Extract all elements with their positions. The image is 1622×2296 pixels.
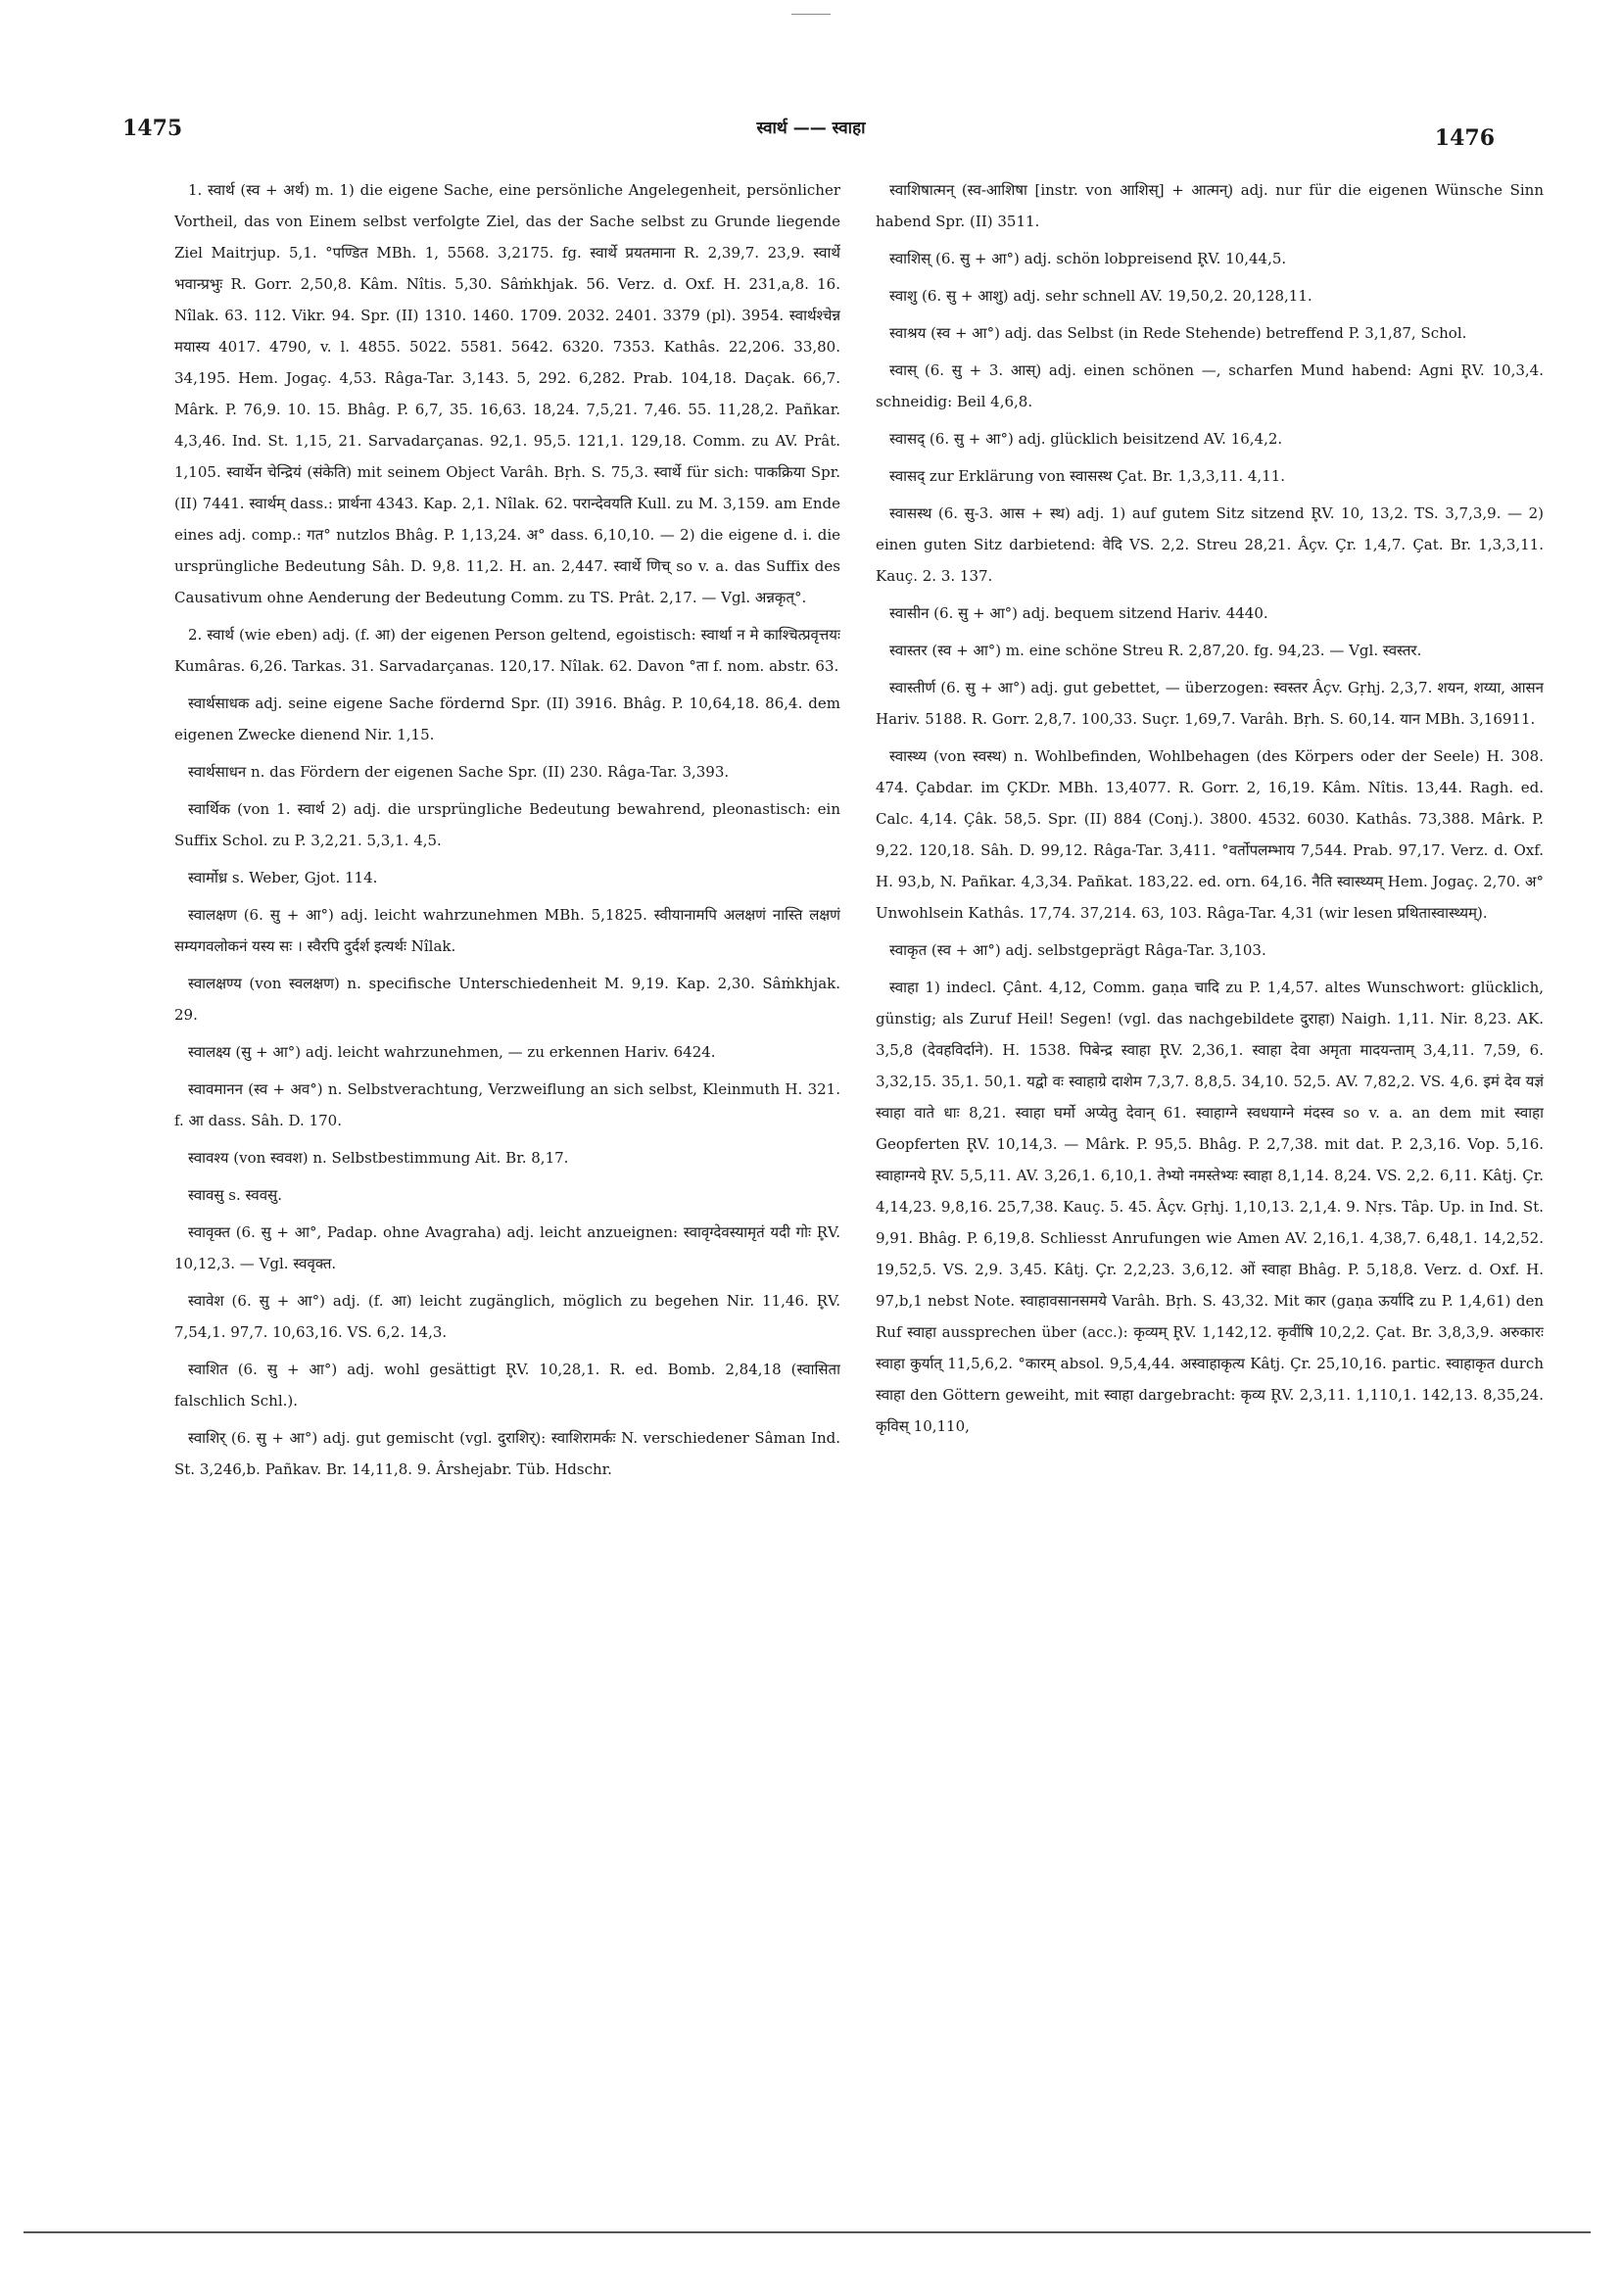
dict-entry: स्वालक्ष्य (सु + आ°) adj. leicht wahrzunehmen, — zu erkennen Hariv. 6424. <box>188 1043 716 1061</box>
dict-entry: स्वाशिर् (6. सु + आ°) adj. gut gemischt (vgl. दुराशिर्): स्वाशिरामर्कः N. verschiedener Sâman Ind. St. 3,246,b. Pañkav. Br. 14,11,8. 9. Ârshejabr. Tüb. Hdschr. <box>174 1429 840 1478</box>
dict-entry: स्वार्थसाधन n. das Fördern der eigenen Sache Spr. (II) 230. Râga-Tar. 3,393. <box>188 763 730 781</box>
dict-entry: स्वार्थिक (von 1. स्वार्थ 2) adj. die ursprüngliche Bedeutung bewahrend, pleonastisch: ein Suffix Schol. zu P. 3,2,21. 5,3,1. 4,5. <box>174 800 840 849</box>
bottom-rule <box>24 2231 1591 2233</box>
dict-entry: स्वास् (6. सु + 3. आस्) adj. einen schönen —, scharfen Mund habend: Agni R̥V. 10,3,4. schneidig: Beil 4,6,8. <box>876 361 1544 410</box>
dict-entry: स्वाशिषात्मन् (स्व-आशिषा [instr. von आशिस्] + आत्मन्) adj. nur für die eigenen Wünsche Sinn habend Spr. (II) 3511. <box>876 181 1544 230</box>
dict-entry: स्वाशु (6. सु + आशु) adj. sehr schnell AV. 19,50,2. 20,128,11. <box>889 287 1312 305</box>
dict-entry: स्वावश्य (von स्ववश) n. Selbstbestimmung Ait. Br. 8,17. <box>188 1149 569 1167</box>
dict-entry: स्वार्थसाधक adj. seine eigene Sache fördernd Spr. (II) 3916. Bhâg. P. 10,64,18. 86,4. dem eigenen Zwecke dienend Nir. 1,15. <box>174 694 840 743</box>
left-page-number: 1475 <box>122 116 183 141</box>
right-page-number: 1476 <box>1434 125 1495 151</box>
dict-entry: स्वाशित (6. सु + आ°) adj. wohl gesättigt R̥V. 10,28,1. R. ed. Bomb. 2,84,18 (स्वासिता falschlich Schl.). <box>174 1361 840 1410</box>
dict-entry: स्वालक्षण (6. सु + आ°) adj. leicht wahrzunehmen MBh. 5,1825. स्वीयानामपि अलक्षणं नास्ति लक्षणं सम्यगवलोकनं यस्य सः । स्वैरपि दुर्दर्श इत्यर्थः Nîlak. <box>174 906 840 955</box>
dict-entry: स्वासद् (6. सु + आ°) adj. glücklich beisitzend AV. 16,4,2. <box>889 430 1283 448</box>
top-scan-mark <box>791 14 831 15</box>
dict-entry: 1. स्वार्थ (स्व + अर्थ) m. 1) die eigene Sache, eine persönliche Angelegenheit, persönlicher Vortheil, das von Einem selbst verfolgte Ziel, das der Sache selbst zu Grunde liegende Ziel Maitrjup. 5,1. °पण्डित MBh. 1, 5568. 3,2175. fg. स्वार्थे प्रयतमाना R. 2,39,7. 23,9. स्वार्थे भवान्प्रभुः R. Gorr. 2,50,8. Kâm. Nîtis. 5,30. Sâṁkhjak. 56. Verz. d. Oxf. H. 231,a,8. 16. Nîlak. 63. 112. Vikr. 94. Spr. (II) 1310. 1460. 1709. 2032. 2401. 3379 (pl). 3954. स्वार्थश्चेन्न मयास्य 4017. 4790, v. l. 4855. 5022. 5581. 5642. 6320. 7353. Kathâs. 22,206. 33,80. 34,195. Hem. Jogaç. 4,53. Râga-Tar. 3,143. 5, 292. 6,282. Prab. 104,18. Daçak. 66,7. Mârk. P. 76,9. 10. 15. Bhâg. P. 6,7, 35. 16,63. 18,24. 7,5,21. 7,46. 55. 11,28,2. Pañkar. 4,3,46. Ind. St. 1,15, 21. Sarvadarçanas. 92,1. 95,5. 121,1. 129,18. Comm. zu AV. Prât. 1,105. स्वार्थेन चेन्द्रियं (संकेति) mit seinem Object Varâh. Bṛh. S. 75,3. स्वार्थे für sich: पाकक्रिया Spr. (II) 7441. स्वार्थम् dass.: प्रार्थना 4343. Kap. 2,1. Nîlak. 62. परान्देवयति Kull. zu M. 3,159. am Ende eines adj. comp.: गत° nutzlos Bhâg. P. 1,13,24. अ° dass. 6,10,10. — 2) die eigene d. i. die ursprüngliche Bedeutung Sâh. D. 9,8. 11,2. H. an. 2,447. स्वार्थे णिच् so v. a. das Suffix des Causativum ohne Aenderung der Bedeutung Comm. zu TS. Prât. 2,17. — Vgl. अन्नकृत्°. <box>174 181 840 606</box>
dict-entry: स्वास्तीर्ण (6. सु + आ°) adj. gut gebettet, — überzogen: स्वस्तर Âçv. Gṛhj. 2,3,7. शयन, शय्या, आसन Hariv. 5188. R. Gorr. 2,8,7. 100,33. Suçr. 1,69,7. Varâh. Bṛh. S. 60,14. यान MBh. 3,16911. <box>876 679 1544 728</box>
dict-entry: स्वास्तर (स्व + आ°) m. eine schöne Streu R. 2,87,20. fg. 94,23. — Vgl. स्वस्तर. <box>889 642 1422 659</box>
dict-entry: स्वाश्रय (स्व + आ°) adj. das Selbst (in Rede Stehende) betreffend P. 3,1,87, Schol. <box>889 324 1467 342</box>
dict-entry: स्वास्थ्य (von स्वस्थ) n. Wohlbefinden, Wohlbehagen (des Körpers oder der Seele) H. 308. 474. Çabdar. im ÇKDr. MBh. 13,4077. R. Gorr. 2, 16,19. Kâm. Nîtis. 13,44. Ragh. ed. Calc. 4,14. Çâk. 58,5. Spr. (II) 884 (Conj.). 3800. 4532. 6030. Kathâs. 73,388. Mârk. P. 9,22. 120,18. Sâh. D. 99,12. Râga-Tar. 3,411. °वर्तोपलम्भाय 7,544. Prab. 97,17. Verz. d. Oxf. H. 93,b, N. Pañkar. 4,3,34. Pañkat. 183,22. ed. orn. 64,16. नैति स्वास्थ्यम् Hem. Jogaç. 2,70. अ° Unwohlsein Kathâs. 17,74. 37,214. 63, 103. Râga-Tar. 4,31 (wir lesen प्रथितास्वास्थ्यम्). <box>876 747 1544 922</box>
dict-entry: स्वाशिस् (6. सु + आ°) adj. schön lobpreisend R̥V. 10,44,5. <box>889 250 1287 267</box>
dict-entry: स्वालक्षण्य (von स्वलक्षण) n. specifische Unterschiedenheit M. 9,19. Kap. 2,30. Sâṁkhjak. 29. <box>174 975 840 1024</box>
page-header <box>0 116 1622 155</box>
right-column <box>876 174 1544 2016</box>
left-column <box>174 174 840 2006</box>
dict-entry: स्वावमानन (स्व + अव°) n. Selbstverachtung, Verzweiflung an sich selbst, Kleinmuth H. 321. f. आ dass. Sâh. D. 170. <box>174 1080 840 1129</box>
dict-entry: स्वार्मोध्र s. Weber, Gjot. 114. <box>188 869 378 886</box>
dict-entry: स्वासीन (6. सु + आ°) adj. bequem sitzend Hariv. 4440. <box>889 604 1268 622</box>
dict-entry: स्वावेश (6. सु + आ°) adj. (f. आ) leicht zugänglich, möglich zu begehen Nir. 11,46. R̥V. 7,54,1. 97,7. 10,63,16. VS. 6,2. 14,3. <box>174 1292 840 1341</box>
dict-entry: स्वावसु s. स्ववसु. <box>188 1186 282 1204</box>
dict-entry: स्वाकृत (स्व + आ°) adj. selbstgeprägt Râga-Tar. 3,103. <box>889 941 1266 959</box>
dict-entry: स्वाहा 1) indecl. Çânt. 4,12, Comm. gaṇa चादि zu P. 1,4,57. altes Wunschwort: glücklich, günstig; als Zuruf Heil! Segen! (vgl. das nachgebildete दुराहा) Naigh. 1,11. Nir. 8,23. AK. 3,5,8 (देवहविर्दाने). H. 1538. पिबेन्द्र स्वाहा R̥V. 2,36,1. स्वाहा देवा अमृता मादयन्ताम् 3,4,11. 7,59, 6. 3,32,15. 35,1. 50,1. यद्वो वः स्वाहाग्रे दाशेम 7,3,7. 8,8,5. 34,10. 52,5. AV. 7,82,2. VS. 4,6. इमं देव यज्ञं स्वाहा वाते धाः 8,21. स्वाहा घर्मो अप्येतु देवान् 61. स्वाहाग्ने स्वधयाग्ने मंदस्व so v. a. an dem mit स्वाहा Geopferten R̥V. 10,14,3. — Mârk. P. 95,5. Bhâg. P. 2,7,38. mit dat. P. 2,3,16. Vop. 5,16. स्वाहाग्नये R̥V. 5,5,11. AV. 3,26,1. 6,10,1. तेभ्यो नमस्तेभ्यः स्वाहा 8,1,14. 8,24. VS. 2,2. 6,11. Kâtj. Çr. 4,14,23. 9,8,16. 25,7,38. Kauç. 5. 45. Âçv. Gṛhj. 1,10,13. 2,1,4. 9. Nṛs. Tâp. Up. in Ind. St. 9,91. Bhâg. P. 6,19,8. Schliesst Anrufungen wie Amen AV. 2,16,1. 4,38,7. 6,48,1. 14,2,52. 19,52,5. VS. 2,9. 3,45. Kâtj. Çr. 2,2,23. 3,6,12. ओं स्वाहा Bhâg. P. 5,18,8. Verz. d. Oxf. H. 97,b,1 nebst Note. स्वाहावसानसमये Varâh. Bṛh. S. 43,32. Mit कार (gaṇa ऊर्यादि zu P. 1,4,61) den Ruf स्वाहा aussprechen über (acc.): कृव्यम् R̥V. 1,142,12. कृवींषि 10,2,2. Çat. Br. 3,8,3,9. अरुकारः स्वाहा कुर्यात् 11,5,6,2. °कारम् absol. 9,5,4,44. अस्वाहाकृत्य Kâtj. Çr. 25,10,16. partic. स्वाहाकृत durch स्वाहा den Göttern geweiht, mit स्वाहा dargebracht: कृव्य R̥V. 2,3,11. 1,110,1. 142,13. 8,35,24. कृविस् 10,110, <box>876 979 1544 1435</box>
dict-entry: 2. स्वार्थ (wie eben) adj. (f. आ) der eigenen Person geltend, egoistisch: स्वार्था न मे काश्चित्प्रवृत्तयः Kumâras. 6,26. Tarkas. 31. Sarvadarçanas. 120,17. Nîlak. 62. Davon °ता f. nom. abstr. 63. <box>174 626 840 675</box>
dict-entry: स्वासद् zur Erklärung von स्वासस्थ Çat. Br. 1,3,3,11. 4,11. <box>889 467 1286 485</box>
dict-entry: स्वासस्थ (6. सु-3. आस + स्थ) adj. 1) auf gutem Sitz sitzend R̥V. 10, 13,2. TS. 3,7,3,9. — 2) einen guten Sitz darbietend: वेदि VS. 2,2. Streu 28,21. Âçv. Çr. 1,4,7. Çat. Br. 1,3,3,11. Kauç. 2. 3. 137. <box>876 504 1544 585</box>
dict-entry: स्वावृक्त (6. सु + आ°, Padap. ohne Avagraha) adj. leicht anzueignen: स्वावृग्देवस्यामृतं यदी गोः R̥V. 10,12,3. — Vgl. स्ववृक्त. <box>174 1223 840 1272</box>
running-head: स्वार्थ —— स्वाहा <box>756 119 866 138</box>
